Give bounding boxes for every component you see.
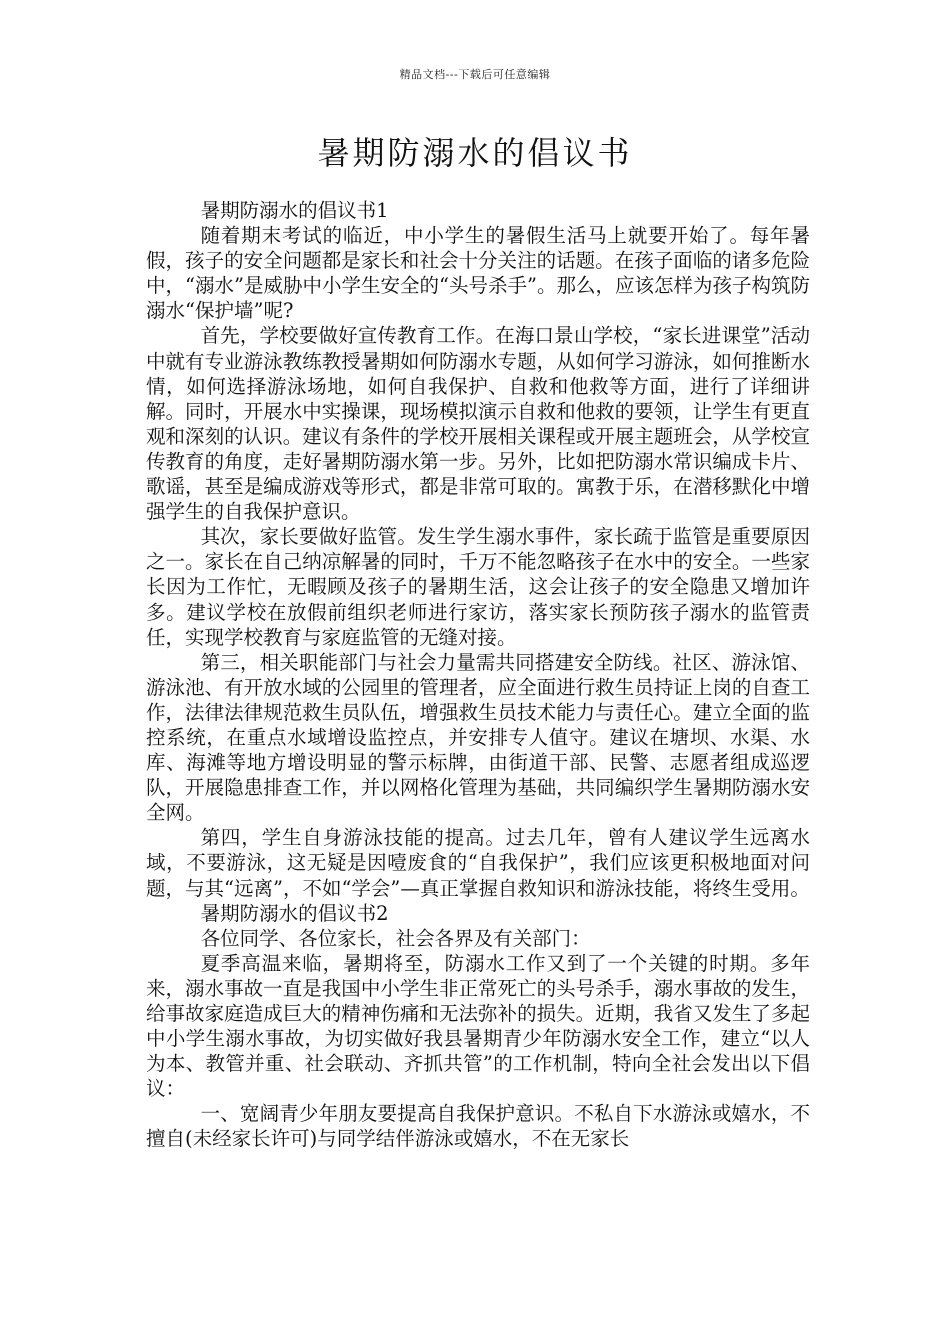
paragraph: 第四，学生自身游泳技能的提高。过去几年，曾有人建议学生远离水域，不要游泳，这无疑是因噎废食的“自我保护”，我们应该更积极地面对问题，与其“远离”，不如“学会”—真正掌握自救知识和游泳技能，将终生受用。 [146, 826, 810, 900]
section-heading-2: 暑期防溺水的倡议书2 [200, 901, 389, 925]
paragraph: 首先，学校要做好宣传教育工作。在海口景山学校，“家长进课堂”活动中就有专业游泳教练教授暑期如何防溺水专题，从如何学习游泳，如何推断水情，如何选择游泳场地，如何自我保护、自救和他救等方面，进行了详细讲解。同时，开展水中实操课，现场模拟演示自救和他救的要领，让学生有更直观和深刻的认识。建议有条件的学校开展相关课程或开展主题班会，从学校宣传教育的角度，走好暑期防溺水第一步。另外，比如把防溺水常识编成卡片、歌谣，甚至是编成游戏等形式，都是非常可取的。寓教于乐，在潜移默化中增强学生的自我保护意识。 [146, 324, 810, 524]
section-heading-1: 暑期防溺水的倡议书1 [200, 199, 389, 222]
paragraph: 一、宽阔青少年朋友要提高自我保护意识。不私自下水游泳或嬉水，不擅自(未经家长许可)与同学结伴游泳或嬉水，不在无家长 [146, 1102, 810, 1151]
document-title: 暑期防溺水的倡议书 [317, 134, 633, 172]
paragraph: 其次，家长要做好监管。发生学生溺水事件，家长疏于监管是重要原因之一。家长在自己纳凉解暑的同时，千万不能忽略孩子在水中的安全。一些家长因为工作忙，无暇顾及孩子的暑期生活，这会让孩子的安全隐患又增加许多。建议学校在放假前组织老师进行家访，落实家长预防孩子溺水的监管责任，实现学校教育与家庭监管的无缝对接。 [146, 525, 810, 649]
paragraph: 第三，相关职能部门与社会力量需共同搭建安全防线。社区、游泳馆、游泳池、有开放水域的公园里的管理者，应全面进行救生员持证上岗的自查工作，法律法律规范救生员队伍，增强救生员技术能力与责任心。建立全面的监控系统，在重点水域增设监控点，并安排专人值守。建议在塘坝、水渠、水库、海滩等地方增设明显的警示标牌，由街道干部、民警、志愿者组成巡逻队，开展隐患排查工作，并以网格化管理为基础，共同编织学生暑期防溺水安全网。 [146, 650, 810, 825]
header-note: 精品文档---下载后可任意编辑 [399, 68, 551, 81]
paragraph: 夏季高温来临，暑期将至，防溺水工作又到了一个关键的时期。多年来，溺水事故一直是我国中小学生非正常死亡的头号杀手，溺水事故的发生，给事故家庭造成巨大的精神伤痛和无法弥补的损失。近期，我省又发生了多起中小学生溺水事故，为切实做好我县暑期青少年防溺水安全工作，建立“以人为本、教管并重、社会联动、齐抓共管”的工作机制，特向全社会发出以下倡议： [146, 951, 810, 1101]
paragraph: 随着期末考试的临近，中小学生的暑假生活马上就要开始了。每年暑假，孩子的安全问题都是家长和社会十分关注的话题。在孩子面临的诸多危险中，“溺水”是威胁中小学生安全的“头号杀手”。那么，应该怎样为孩子构筑防溺水“保护墙”呢? [146, 224, 810, 323]
document-body [146, 198, 810, 1152]
salutation: 各位同学、各位家长，社会各界及有关部门： [200, 926, 591, 950]
